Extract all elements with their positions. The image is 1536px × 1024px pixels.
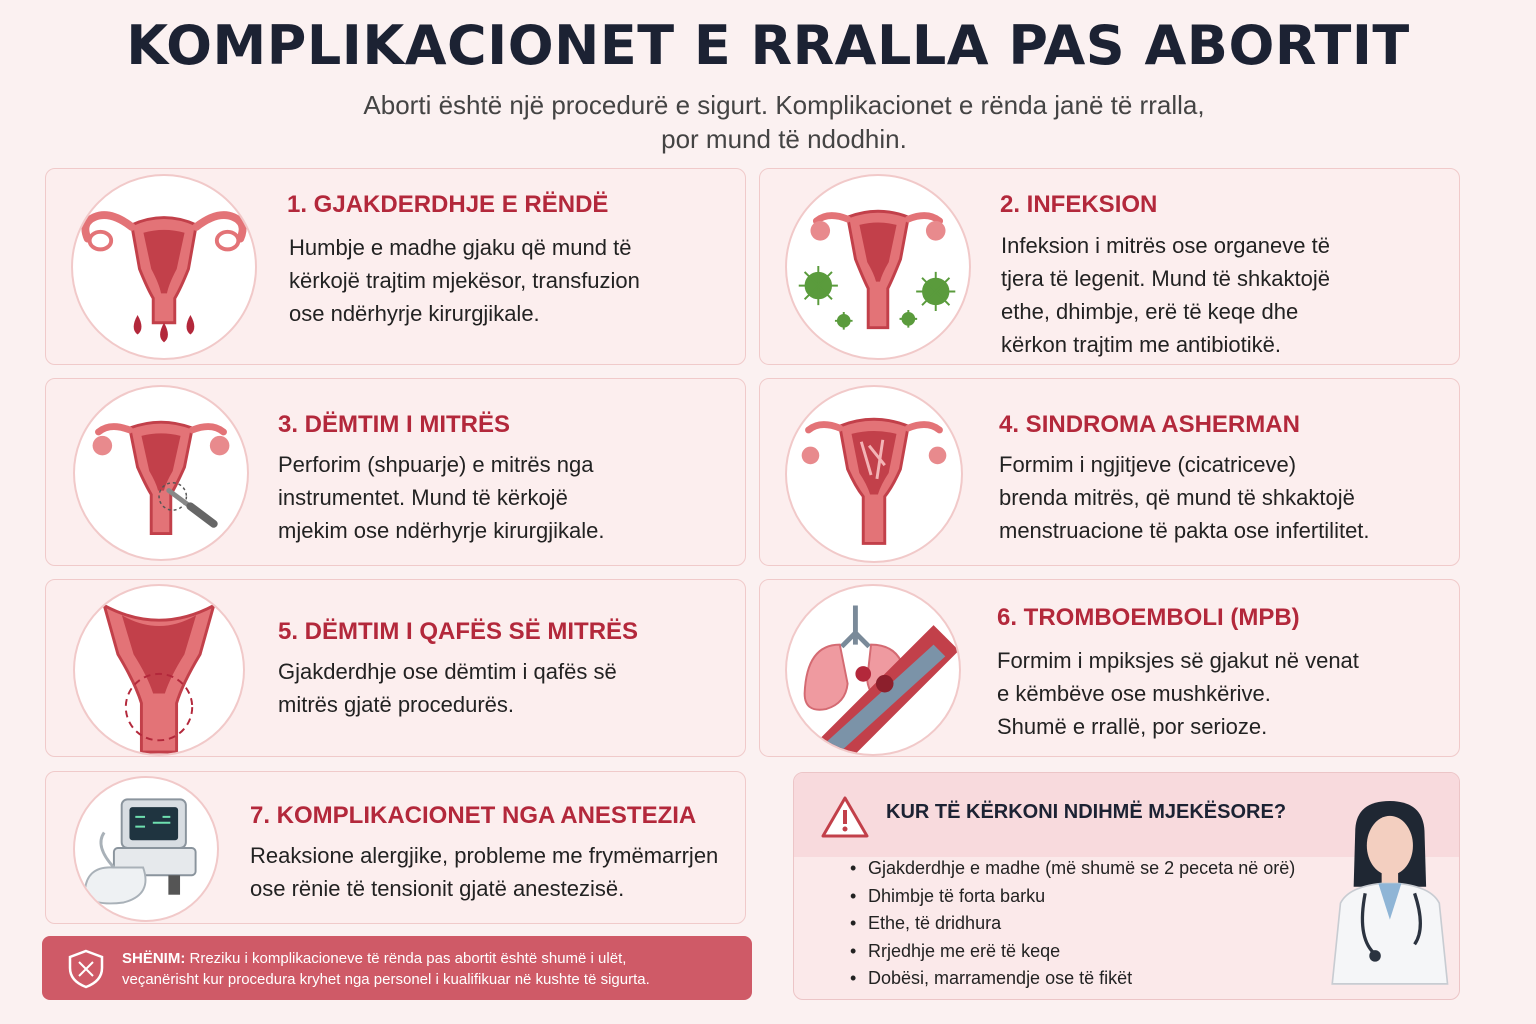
card-1-text [289,231,739,330]
card-6-title: 6. TROMBOEMBOLI (MPB) [997,604,1300,631]
list-item: • Rrjedhje me erë të keqe [850,938,1295,966]
text-line: Reaksione alergjike, probleme me frymëmarrjen [250,843,719,868]
card-2-text [1001,229,1451,361]
subtitle-line-2: por mund të ndodhin. [661,124,907,154]
help-title: KUR TË KËRKONI NDIHMË MJEKËSORE? [886,801,1287,823]
help-box [793,772,1460,1000]
cervix-icon [73,584,245,756]
card-4-text [999,448,1459,547]
text-line: menstruacione të pakta ose infertilitet. [999,518,1370,543]
card-heavy-bleeding [45,168,746,365]
text-line: kërkon trajtim me antibiotikë. [1001,332,1281,357]
card-cervix-damage [45,579,746,757]
card-asherman [759,378,1460,566]
shield-icon [66,948,106,990]
text-line: kërkojë trajtim mjekësor, transfuzion [289,268,640,293]
text-line: Formim i mpiksjes së gjakut në venat [997,648,1359,673]
note-line-1: Rreziku i komplikacioneve të rënda pas abortit është shumë i ulët, [185,950,627,967]
text-line: ose ndërhyrje kirurgjikale. [289,301,540,326]
note-label: SHËNIM: [122,950,186,967]
uterus-bacteria-icon [785,174,971,360]
text-line: Humbje e madhe gjaku që mund të [289,235,632,260]
subtitle-line-1: Aborti është një procedurë e sigurt. Komplikacionet e rënda janë të rralla, [363,90,1205,120]
card-5-text [278,655,738,721]
page-subtitle [250,88,1318,156]
list-item: • Gjakderdhje e madhe (më shumë se 2 peceta në orë) [850,855,1295,883]
doctor-illustration [1324,779,1460,1000]
note-text [122,948,742,990]
card-2-title: 2. INFEKSION [1000,191,1158,218]
card-5-title: 5. DËMTIM I QAFËS SË MITRËS [278,618,639,645]
text-line: Infeksion i mitrës ose organeve të [1001,233,1330,258]
card-infection [759,168,1460,365]
text-line: Gjakderdhje ose dëmtim i qafës së [278,659,617,684]
uterus-adhesions-icon [785,385,963,563]
card-4-title: 4. SINDROMA ASHERMAN [999,411,1300,438]
card-3-title: 3. DËMTIM I MITRËS [278,411,511,438]
warning-icon [820,795,870,839]
uterus-bleeding-icon [71,174,257,360]
text-line: mitrës gjatë procedurës. [278,692,514,717]
text-line: ethe, dhimbje, erë të keqe dhe [1001,299,1299,324]
card-anesthesia [45,771,746,924]
card-thromboembolism [759,579,1460,757]
card-3-text [278,448,738,547]
text-line: brenda mitrës, që mund të shkaktojë [999,485,1355,510]
note-banner [42,936,752,1000]
lungs-clot-icon [785,584,961,756]
text-line: ose rënie të tensionit gjatë anestezisë. [250,876,625,901]
note-line-2: veçanërisht kur procedura kryhet nga personel i kualifikuar në kushte të sigurta. [122,971,650,988]
page-title: KOMPLIKACIONET E RRALLA PAS ABORTIT [126,14,1410,77]
text-line: Formim i ngjitjeve (cicatriceve) [999,452,1297,477]
text-line: instrumentet. Mund të kërkojë [278,485,568,510]
card-1-title: 1. GJAKDERDHJE E RËNDË [287,191,609,218]
card-7-text [250,839,740,905]
card-6-text [997,644,1457,743]
anesthesia-monitor-icon [73,776,219,922]
list-item: • Dhimbje të forta barku [850,883,1295,911]
text-line: Shumë e rrallë, por serioze. [997,714,1268,739]
text-line: Perforim (shpuarje) e mitrës nga [278,452,594,477]
card-7-title: 7. KOMPLIKACIONET NGA ANESTEZIA [250,802,697,829]
text-line: tjera të legenit. Mund të shkaktojë [1001,266,1330,291]
list-item: • Dobësi, marramendje ose të fikët [850,965,1295,993]
help-list [850,855,1295,993]
text-line: e këmbëve ose mushkërive. [997,681,1271,706]
list-item: • Ethe, të dridhura [850,910,1295,938]
card-uterine-damage [45,378,746,566]
uterus-instrument-icon [73,385,249,561]
text-line: mjekim ose ndërhyrje kirurgjikale. [278,518,605,543]
